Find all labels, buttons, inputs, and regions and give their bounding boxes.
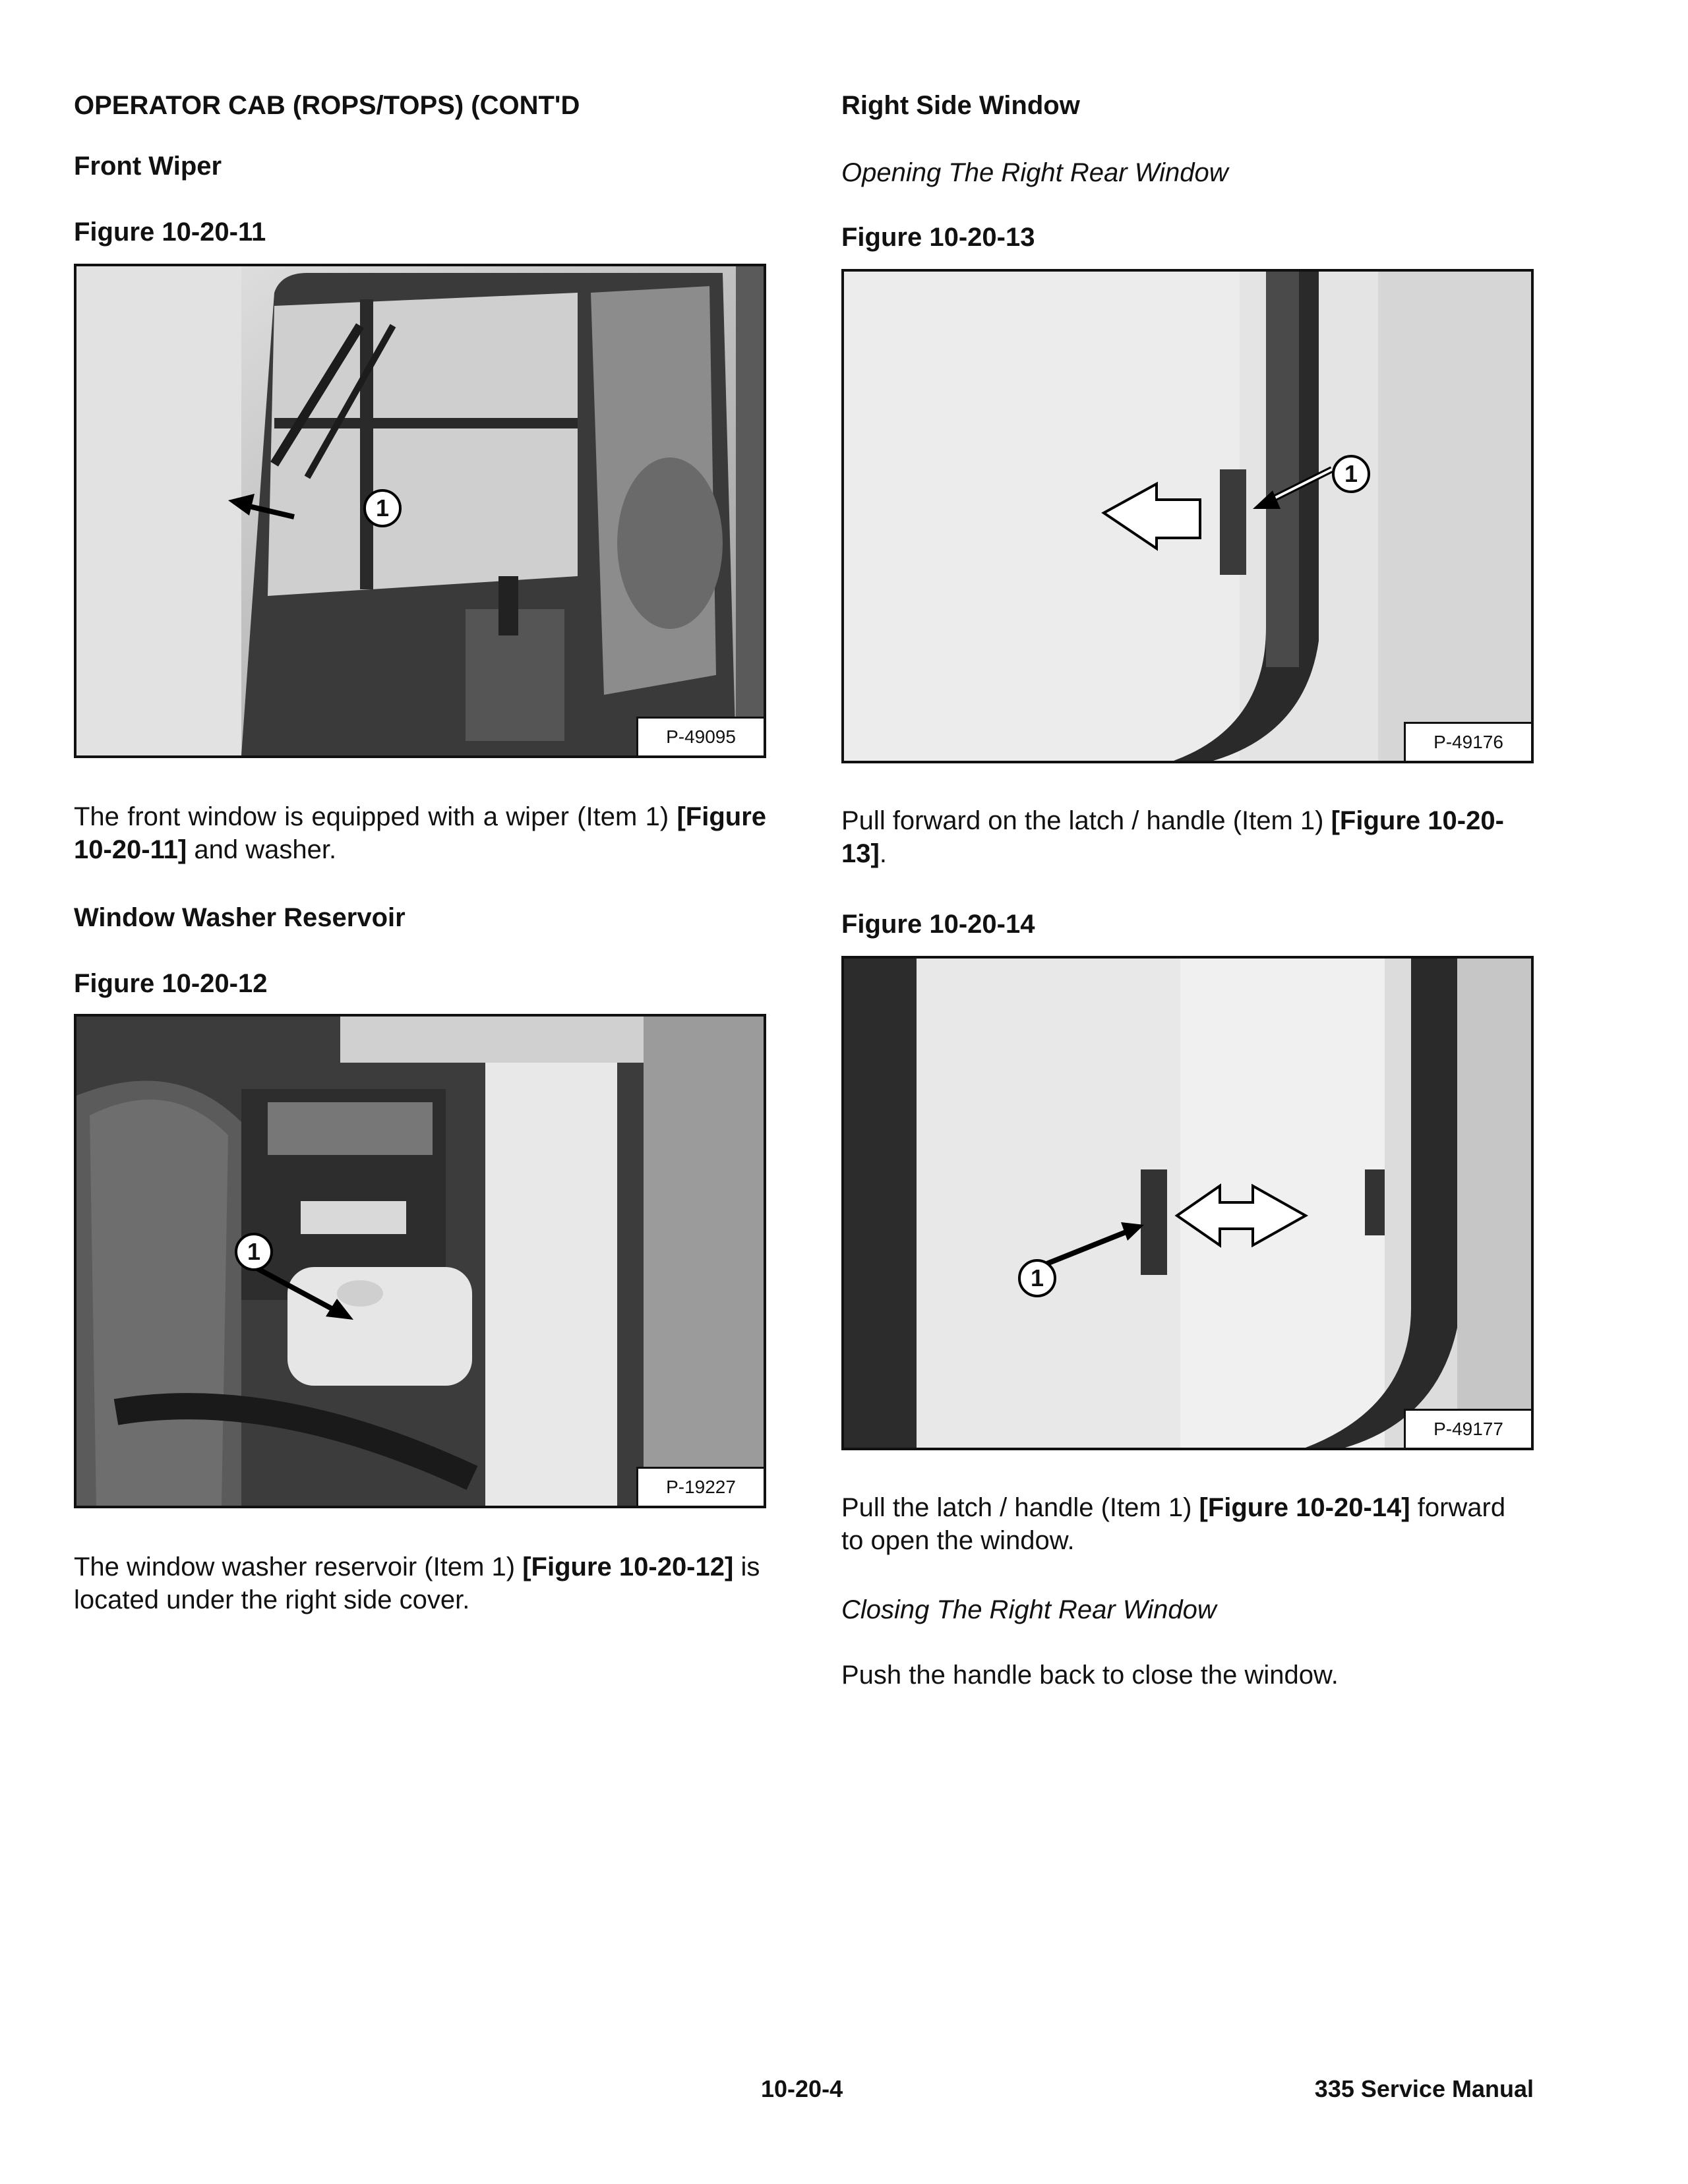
figure-12-label: Figure 10-20-12 (74, 969, 268, 998)
figure-13-photo-id: P-49176 (1404, 722, 1531, 761)
figure-10-20-12-photo (74, 1014, 766, 1508)
front-wiper-heading: Front Wiper (74, 152, 222, 181)
figure-11-callout: 1 (363, 489, 402, 527)
closing-subheading: Closing The Right Rear Window (841, 1595, 1217, 1624)
figure-14-photo-id: P-49177 (1404, 1409, 1531, 1448)
figure-10-20-13-photo (841, 269, 1534, 763)
figure-14-label: Figure 10-20-14 (841, 910, 1035, 939)
figure-11-label: Figure 10-20-11 (74, 218, 266, 247)
window-latch-illustration (844, 272, 1531, 761)
pull-latch-paragraph: Pull the latch / handle (Item 1) [Figure 10-20-14] forward to open the window. (841, 1493, 1506, 1555)
pull-forward-paragraph: Pull forward on the latch / handle (Item 1) [Figure 10-20-13]. (841, 806, 1504, 868)
figure-11-photo-id: P-49095 (636, 717, 764, 755)
figure-13-callout: 1 (1332, 455, 1370, 493)
figure-14-callout: 1 (1018, 1259, 1056, 1297)
push-handle-paragraph: Push the handle back to close the window. (841, 1661, 1339, 1690)
page-number: 10-20-4 (761, 2075, 843, 2102)
section-title: OPERATOR CAB (ROPS/TOPS) (CONT'D (74, 91, 580, 120)
opening-subheading: Opening The Right Rear Window (841, 158, 1228, 187)
figure-12-photo-id: P-19227 (636, 1467, 764, 1506)
right-side-window-heading: Right Side Window (841, 91, 1080, 120)
engine-compartment-illustration (76, 1017, 764, 1506)
figure-10-20-14-photo (841, 956, 1534, 1450)
window-open-illustration (844, 959, 1531, 1448)
reservoir-paragraph: The window washer reservoir (Item 1) [Figure 10-20-12] is located under the right side cover. (74, 1552, 760, 1614)
figure-10-20-11-photo (74, 264, 766, 758)
figure-13-label: Figure 10-20-13 (841, 223, 1035, 252)
figure-12-callout: 1 (235, 1233, 273, 1271)
cab-interior-illustration (76, 266, 764, 755)
reservoir-heading: Window Washer Reservoir (74, 903, 406, 932)
manual-title: 335 Service Manual (1314, 2075, 1534, 2102)
front-wiper-paragraph: The front window is equipped with a wiper (Item 1) [Figure 10-20-11] and washer. (74, 802, 766, 864)
